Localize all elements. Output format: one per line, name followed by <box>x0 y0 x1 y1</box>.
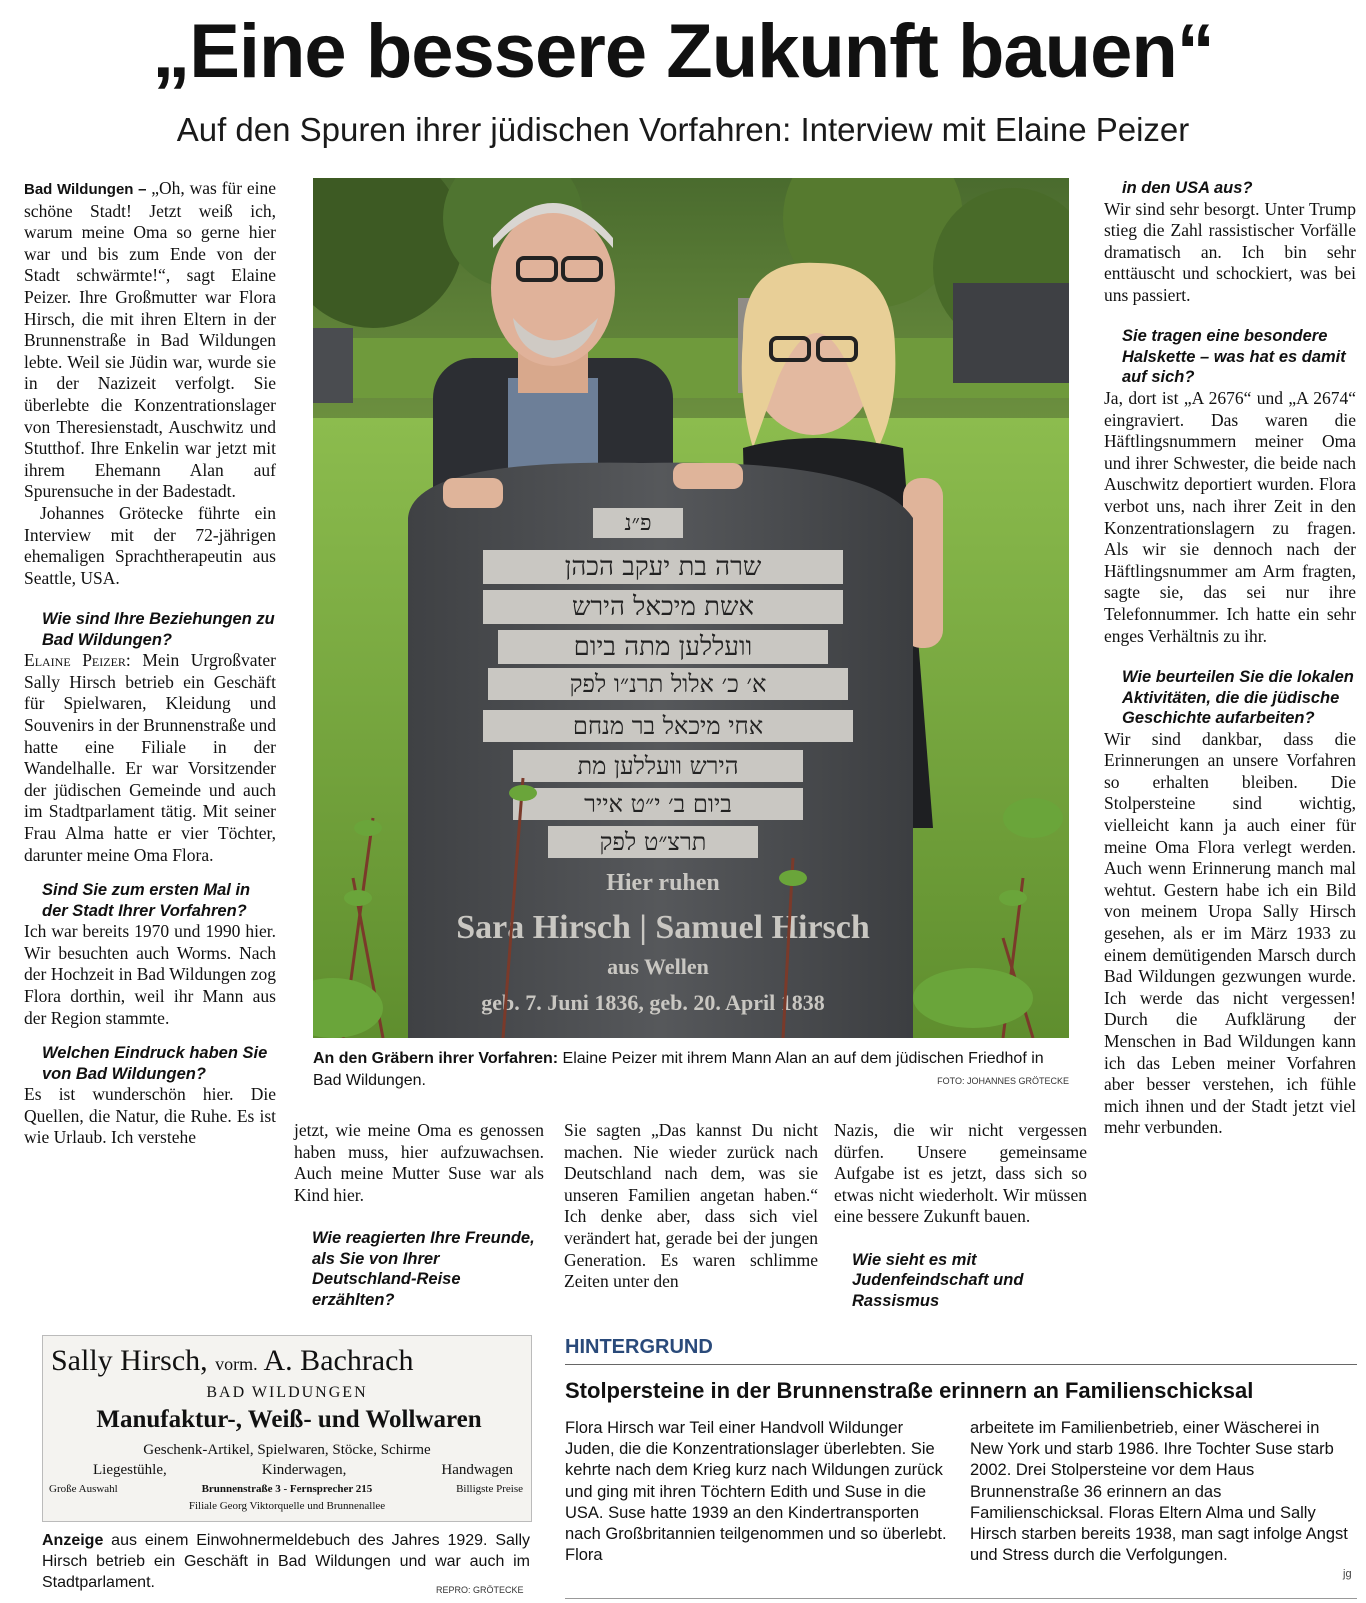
stone-line: geb. 7. Juni 1836, geb. 20. April 1838 <box>481 990 825 1015</box>
ad-line: Sally Hirsch, <box>51 1344 208 1377</box>
interview-answer: jetzt, wie meine Oma es genossen haben muss, hier aufzuwachsen. Auch meine Mutter Suse war als Kind hier. <box>294 1120 544 1205</box>
stone-line: שרה בת יעקב הכהן <box>564 552 762 582</box>
dateline: Bad Wildungen – <box>24 181 147 198</box>
ad-line: Große Auswahl <box>49 1483 118 1495</box>
photo-caption: An den Gräbern ihrer Vorfahren: Elaine Peizer mit ihrem Mann Alan an auf dem jüdischen Friedhof in Bad Wildungen. FOTO: JOHANNES GRÖTECKE <box>313 1048 1069 1092</box>
stone-line: Sara Hirsch | Samuel Hirsch <box>456 909 870 946</box>
ad-line: vorm. <box>215 1354 258 1374</box>
interview-answer: Elaine Peizer: Mein Urgroßvater Sally Hirsch betrieb ein Geschäft für Spielwaren, Kleidung und Souvenirs in der Brunnenstraße und hatte eine Filiale in der Wandelhalle. Er war Vorsitzender der jüdischen Gemeinde und auch im Stadtparlament tätig. Mit seiner Frau Alma hatte er vier Töchter, darunter meine Oma Flora. <box>24 650 276 865</box>
background-column-1: Flora Hirsch war Teil einer Handvoll Wildunger Juden, die die Konzentrationslager überlebten. Sie kehrte nach dem Krieg kurz nach Wildungen zurück und ging mit ihren Töchtern Edith und Suse in die USA. Suse hatte 1939 an den Kindertransporten nach Großbritannien teilgenommen und so überlebt. Flora <box>565 1419 947 1565</box>
stone-line: aus Wellen <box>607 954 709 979</box>
article-column-1 <box>24 178 276 1149</box>
divider <box>565 1598 1357 1599</box>
ad-caption: Anzeige aus einem Einwohnermeldebuch des Jahres 1929. Sally Hirsch betrieb ein Geschäft in Bad Wildungen und war auch im Stadtparlament. <box>42 1532 530 1591</box>
stone-line: אשת מיכאל הירש <box>571 592 755 622</box>
interview-answer: Nazis, die wir nicht vergessen dürfen. Unsere gemeinsame Aufgabe ist es jetzt, dass sich so etwas nicht wiederholt. Wir müssen eine bessere Zukunft bauen. <box>834 1120 1087 1227</box>
ad-line: Kinderwagen, <box>261 1462 347 1478</box>
intro-paragraph: Johannes Grötecke führte ein Interview mit der 72-jährigen ehemaligen Sprachtherapeutin aus Seattle, USA. <box>24 502 276 588</box>
ad-line: Manufaktur-, Weiß- und Wollwaren <box>96 1406 482 1433</box>
interview-question: in den USA aus? <box>1122 179 1253 197</box>
photo-credit: FOTO: JOHANNES GRÖTECKE <box>937 1076 1069 1086</box>
article-column-3 <box>564 1120 818 1293</box>
stone-line: פ״נ <box>624 511 652 536</box>
background-column-2: arbeitete im Familienbetrieb, einer Wäscherei in New York und starb 1986. Ihre Tochter Suse starb 2002. Drei Stolpersteine vor dem Haus Brunnenstraße 36 erinnern an das Familienschicksal. Floras Eltern Alma und Sally Hirsch starben bereits 1938, man sagt infolge Angst und Stress durch die Verfolgungen. <box>970 1419 1348 1565</box>
stone-line: ביום ב׳ י״ט אייר <box>584 790 732 818</box>
ad-credit: REPRO: GRÖTECKE <box>436 1585 524 1595</box>
ad-line: Filiale Georg Viktorquelle und Brunnenallee <box>188 1500 386 1512</box>
ad-line: Billigste Preise <box>456 1483 523 1495</box>
ad-line: A. Bachrach <box>263 1344 414 1377</box>
interview-question: Sie tragen eine besondere Halskette – was hat es damit auf sich? <box>1122 327 1346 387</box>
ad-line: BAD WILDUNGEN <box>206 1384 368 1401</box>
interview-answer: Sie sagten „Das kannst Du nicht machen. Nie wieder zurück nach Deutschland nach dem, was sie unseren Familien angetan haben.“ Ich denke aber, dass sich viel verändert hat, gerade bei der jungen Generation. Es waren schlimme Zeiten unter den <box>564 1120 818 1292</box>
article-column-5 <box>1104 178 1356 1139</box>
interview-question: Wie beurteilen Sie die lokalen Aktivitäten, die die jüdische Geschichte aufarbeiten? <box>1122 668 1354 728</box>
background-title: Stolpersteine in der Brunnenstraße erinnern an Familienschicksal <box>565 1378 1254 1403</box>
ad-line: Handwagen <box>441 1462 513 1478</box>
interview-answer: Es ist wunderschön hier. Die Quellen, die Natur, die Ruhe. Es ist wie Urlaub. Ich verstehe <box>24 1084 276 1148</box>
interview-question: Sind Sie zum ersten Mal in der Stadt Ihrer Vorfahren? <box>42 881 251 920</box>
stone-line: א׳ כ׳ אלול תרנ״ו לפק <box>569 670 767 698</box>
interview-question: Wie sind Ihre Beziehungen zu Bad Wildungen? <box>42 610 275 649</box>
lead-paragraph: Bad Wildungen – „Oh, was für eine schöne Stadt! Jetzt weiß ich, warum meine Oma so gerne hier war und bis zum Ende von der Stadt schwärmte!“, sagt Elaine Peizer. Ihre Großmutter war Flora Hirsch, die mit ihren Eltern in der Brunnenstraße in Bad Wildungen lebte. Weil sie Jüdin war, wurde sie in der Nazizeit verfolgt. Sie überlebte die Konzentrationslager von Theresienstadt, Auschwitz und Stutthof. Ihre Enkelin war jetzt mit ihrem Ehemann Alan auf Spurensuche in der Badestadt. <box>24 178 276 502</box>
interview-question: Wie reagierten Ihre Freunde, als Sie von Ihrer Deutschland-Reise erzählten? <box>312 1229 535 1309</box>
interview-answer: Wir sind dankbar, dass die Erinnerungen an unsere Vorfahren so erhalten bleiben. Die Stolpersteine sind wichtig, vielleicht kann ja auch einer für meine Oma Flora verlegt werden. Auch wenn Erinnerung manch mal wehtut. Gestern habe ich ein Bild von meinem Uropa Sally Hirsch gesehen, als er im März 1933 zu einem demütigenden Marsch durch Bad Wildungen gezwungen wurde. Ich werde das nicht vergessen! Durch die Aufklärung der Menschen in Bad Wildungen kann ich das Leben meiner Vorfahren aber besser verstehen, ich fühle mich ihnen und der Stadt jetzt viel mehr verbunden. <box>1104 728 1356 1138</box>
stone-line: תרצ״ט לפק <box>599 828 707 856</box>
interview-question: Wie sieht es mit Judenfeindschaft und Rassismus <box>852 1250 1024 1310</box>
stone-line: וועללען מתה ביום <box>573 632 753 662</box>
stone-line: הירש וועללען מת <box>577 752 739 780</box>
interview-question: Welchen Eindruck haben Sie von Bad Wildungen? <box>42 1044 268 1083</box>
interview-answer: Wir sind sehr besorgt. Unter Trump stieg die Zahl rassistischer Vorfälle dramatisch an. Ich bin sehr enttäuscht und schockiert, was bei uns passiert. <box>1104 198 1356 305</box>
subheadline: Auf den Spuren ihrer jüdischen Vorfahren: Interview mit Elaine Peizer <box>176 111 1190 148</box>
stone-line: Hier ruhen <box>606 870 720 896</box>
article-column-4 <box>834 1120 1087 1311</box>
ad-line: Liegestühle, <box>93 1462 167 1478</box>
ad-line: Brunnenstraße 3 - Fernsprecher 215 <box>201 1483 373 1495</box>
cemetery-photo <box>313 178 1069 1038</box>
headline: „Eine bessere Zukunft bauen“ <box>152 9 1214 94</box>
interview-answer: Ich war bereits 1970 und 1990 hier. Wir besuchten auch Worms. Nach der Hochzeit in Bad Wildungen zog Flora dorthin, weil ihr Mann aus der Region stammte. <box>24 921 276 1028</box>
historic-advertisement <box>42 1335 532 1522</box>
section-label: HINTERGRUND <box>565 1336 713 1358</box>
ad-line: Geschenk-Artikel, Spielwaren, Stöcke, Schirme <box>143 1442 431 1458</box>
stone-line: אחי מיכאל בר מנחם <box>572 712 764 740</box>
speaker-name: Elaine Peizer: <box>24 650 131 671</box>
article-column-2 <box>294 1120 544 1310</box>
divider <box>565 1364 1357 1365</box>
author-signature: jg <box>1343 1568 1352 1580</box>
interview-answer: Ja, dort ist „A 2676“ und „A 2674“ eingraviert. Das waren die Häftlingsnummern meiner Oma und ihrer Schwester, die beide nach Auschwitz deportiert wurden. Flora verbot uns, nach ihrer Zeit in den Konzentrationslagern zu fragen. Als wir sie dennoch nach der Häftlingsnummer am Arm fragten, sagte sie, das sei nur ihre Telefonnummer. Ich hatte ein sehr enges Verhältnis zu ihr. <box>1104 387 1356 646</box>
